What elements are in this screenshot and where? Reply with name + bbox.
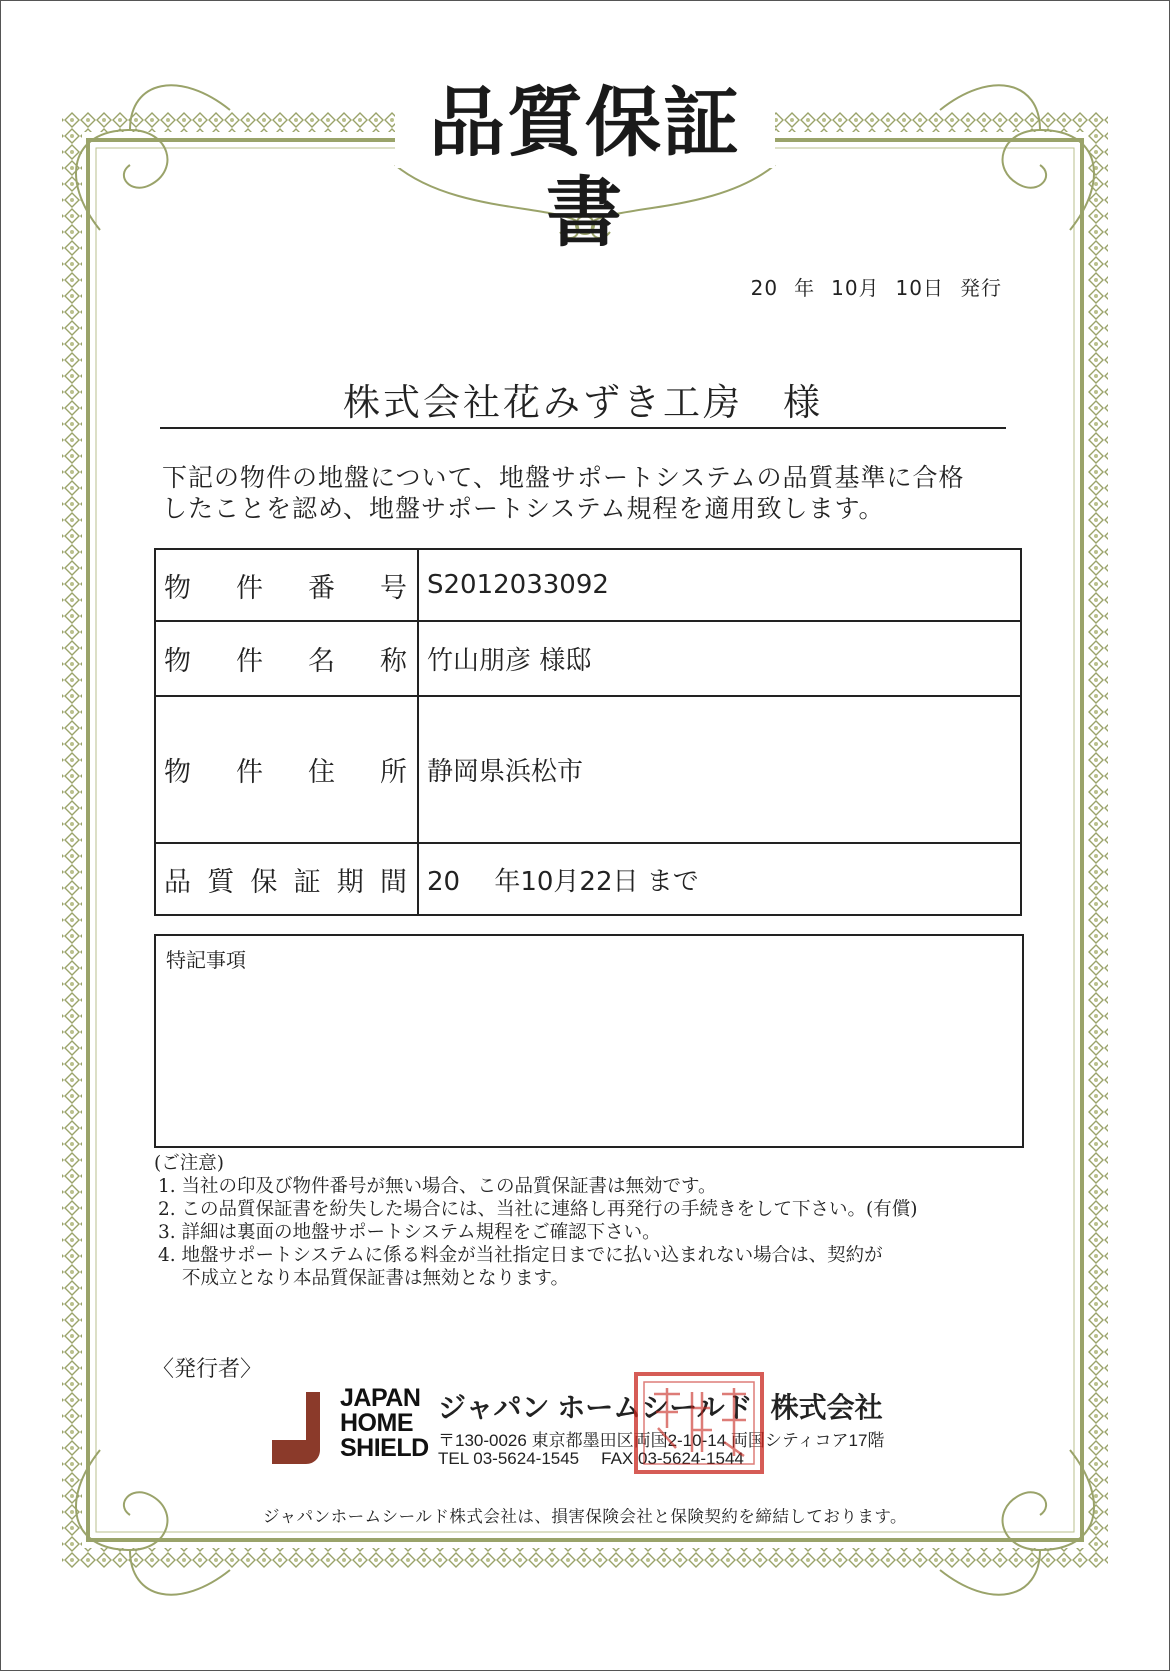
company-suffix: 株式会社 [770,1392,883,1423]
label-char: 物 [164,757,191,788]
label-char: 物 [164,572,191,604]
company-name: ジャパン ホームシールド [438,1392,753,1423]
special-notes-box [154,934,1024,1148]
caution-item: 1. 当社の印及び物件番号が無い場合、この品質保証書は無効です。 [158,1176,717,1197]
logo-line: SHIELD [340,1434,429,1462]
property-address-label [155,696,418,843]
issuer-address: 〒130-0026 東京都墨田区両国2-10-14 両国シティコア17階 [438,1431,885,1450]
property-number-value: S2012033092 [418,549,1021,621]
table-row [155,843,1021,915]
label-char: 件 [236,572,263,604]
caution-section [154,1152,1044,1290]
document-title: 品質保証書 [395,78,775,168]
issuer-label: 〈発行者〉 [152,1357,263,1382]
label-char: 称 [380,646,407,677]
warranty-period-label [155,843,418,915]
jhs-logo-wordmark [340,1386,429,1461]
caution-item: 4. 地盤サポートシステムに係る料金が当社指定日までに払い込まれない場合は、契約が [158,1245,883,1266]
warranty-period-value: 20 年10月22日 まで [418,843,1021,915]
label-char: 質 [207,866,235,898]
special-notes-label: 特記事項 [166,948,246,972]
issuer-fax: FAX 03-5624-1544 [601,1449,744,1468]
statement-line: したことを認め、地盤サポートシステム規程を適用致します。 [162,494,885,523]
label-char: 住 [308,757,335,788]
issuer-tel: TEL 03-5624-1545 [438,1449,580,1468]
caution-item-continued: 不成立となり本品質保証書は無効となります。 [182,1268,570,1289]
label-char: 証 [293,866,321,898]
property-address-value: 静岡県浜松市 [418,696,1021,843]
table-row [155,549,1021,621]
label-char: 間 [379,866,407,898]
recipient-name: 株式会社花みずき工房 様 [343,381,823,424]
jhs-logo-icon [272,1392,332,1464]
recipient-underline [160,427,1006,429]
table-row [155,696,1021,843]
caution-item: 2. この品質保証書を紛失した場合には、当社に連絡し再発行の手続きをして下さい。(有償) [158,1199,918,1220]
company-seal-stamp [630,1368,768,1478]
label-char: 品 [164,866,191,898]
issue-era-year: 20 [750,276,779,300]
property-name-label [155,621,418,696]
logo-line: HOME [340,1409,413,1437]
statement-line: 下記の物件の地盤について、地盤サポートシステムの品質基準に合格 [162,463,965,492]
caution-item: 3. 詳細は裏面の地盤サポートシステム規程をご確認下さい。 [158,1222,661,1243]
insurance-note: ジャパンホームシールド株式会社は、損害保険会社と保険契約を締結しております。 [262,1507,908,1526]
logo-line: JAPAN [340,1384,421,1412]
table-row [155,621,1021,696]
label-char: 物 [164,646,191,677]
issue-day: 10日 [895,276,944,300]
label-char: 保 [250,866,278,898]
property-number-label [155,549,418,621]
label-char: 件 [236,757,263,788]
label-char: 号 [380,572,407,604]
property-table [154,548,1022,916]
issue-date [735,272,1002,301]
label-char: 件 [236,646,263,677]
issue-month: 10月 [831,276,880,300]
label-char: 名 [308,646,335,677]
issue-suffix: 発行 [960,276,1002,300]
label-char: 所 [380,757,407,788]
certification-statement [162,462,1022,524]
label-char: 番 [308,572,335,604]
property-name-value: 竹山朋彦 様邸 [418,621,1021,696]
label-char: 期 [336,866,364,898]
caution-heading: (ご注意) [154,1153,224,1174]
issue-year-label: 年 [794,276,816,300]
